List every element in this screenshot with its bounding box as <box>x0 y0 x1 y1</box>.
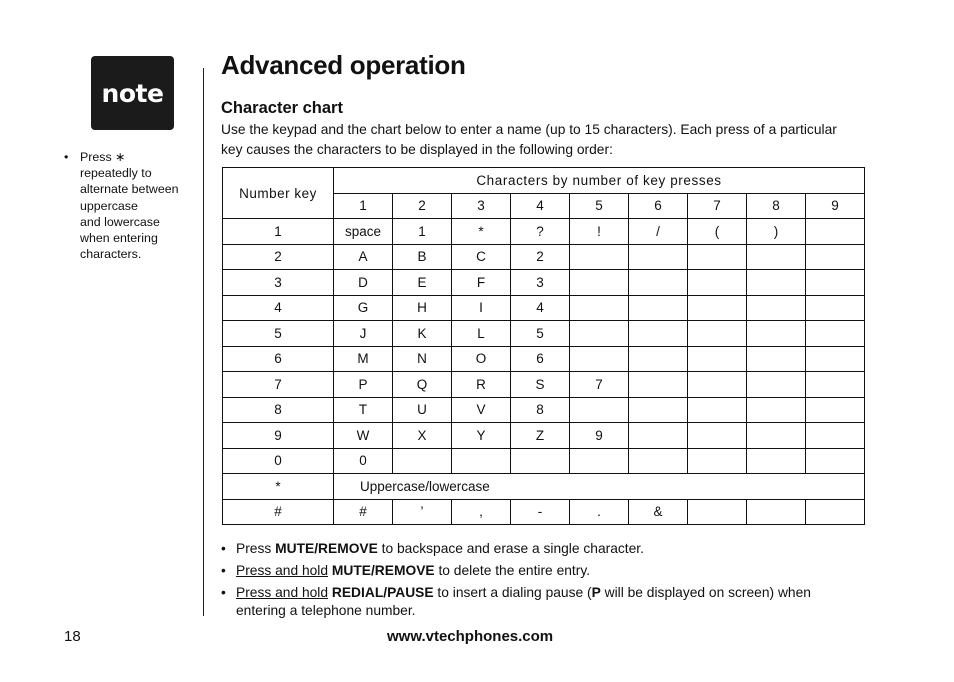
char-cell: ’ <box>393 499 452 525</box>
char-cell: K <box>393 321 452 347</box>
char-cell <box>806 346 865 372</box>
char-cell <box>806 321 865 347</box>
side-note-line: alternate between <box>80 182 179 197</box>
char-cell <box>688 244 747 270</box>
section-title: Character chart <box>221 99 343 117</box>
press-number: 9 <box>806 193 865 219</box>
char-cell: 0 <box>334 448 393 474</box>
char-cell <box>747 321 806 347</box>
press-and-hold: Press and hold <box>236 585 329 600</box>
char-cell <box>806 295 865 321</box>
char-cell <box>570 346 629 372</box>
char-cell: E <box>393 270 452 296</box>
char-cell: I <box>452 295 511 321</box>
char-cell <box>747 423 806 449</box>
char-cell: * <box>452 219 511 245</box>
key-name: P <box>591 585 601 600</box>
char-cell: 5 <box>511 321 570 347</box>
side-note-bullet: • <box>64 150 69 164</box>
char-cell <box>629 423 688 449</box>
chart-row <box>223 321 865 347</box>
char-cell <box>688 321 747 347</box>
press-number: 5 <box>570 193 629 219</box>
char-cell <box>570 295 629 321</box>
char-cell: 2 <box>511 244 570 270</box>
side-note-line: and lowercase <box>80 214 160 229</box>
char-cell <box>570 448 629 474</box>
char-cell: B <box>393 244 452 270</box>
intro-line: Use the keypad and the chart below to enter a name (up to 15 characters). Each press of a particular <box>221 122 837 137</box>
char-cell <box>747 270 806 296</box>
char-cell: - <box>511 499 570 525</box>
char-cell <box>747 372 806 398</box>
char-cell <box>570 270 629 296</box>
char-cell: D <box>334 270 393 296</box>
char-cell: Q <box>393 372 452 398</box>
instruction-text: to delete the entire entry. <box>434 563 591 578</box>
char-cell <box>688 372 747 398</box>
intro-paragraph <box>221 120 901 159</box>
chart-row-star <box>223 474 865 500</box>
chart-row <box>223 448 865 474</box>
key-cell: 6 <box>223 346 334 372</box>
char-cell <box>570 321 629 347</box>
side-note-line: uppercase <box>80 198 138 213</box>
press-number: 4 <box>511 193 570 219</box>
key-cell: 3 <box>223 270 334 296</box>
char-cell: 9 <box>570 423 629 449</box>
char-cell: / <box>629 219 688 245</box>
instruction-text: to backspace and erase a single character. <box>377 541 644 556</box>
char-cell: 7 <box>570 372 629 398</box>
char-cell: H <box>393 295 452 321</box>
char-cell: Y <box>452 423 511 449</box>
char-cell <box>629 321 688 347</box>
char-cell: 8 <box>511 397 570 423</box>
key-cell: 5 <box>223 321 334 347</box>
side-note-line: when entering <box>80 231 158 246</box>
char-cell: 6 <box>511 346 570 372</box>
char-cell <box>688 499 747 525</box>
side-note-line: characters. <box>80 247 142 262</box>
char-cell <box>806 448 865 474</box>
char-cell <box>629 346 688 372</box>
instruction-text: entering a telephone number. <box>236 603 416 618</box>
key-cell: * <box>223 474 334 500</box>
key-cell: 0 <box>223 448 334 474</box>
bullet: • <box>221 585 226 600</box>
key-cell: 4 <box>223 295 334 321</box>
key-cell: 8 <box>223 397 334 423</box>
char-cell: S <box>511 372 570 398</box>
press-number: 3 <box>452 193 511 219</box>
char-cell: N <box>393 346 452 372</box>
char-cell <box>688 270 747 296</box>
char-cell <box>570 244 629 270</box>
char-cell: P <box>334 372 393 398</box>
chart-row <box>223 346 865 372</box>
key-name: MUTE/REMOVE <box>275 541 378 556</box>
char-cell <box>806 244 865 270</box>
char-cell: V <box>452 397 511 423</box>
press-number: 6 <box>629 193 688 219</box>
char-cell: ! <box>570 219 629 245</box>
case-toggle-cell: Uppercase/lowercase <box>334 474 865 500</box>
char-cell <box>570 397 629 423</box>
character-chart-table <box>222 167 865 525</box>
char-cell <box>629 295 688 321</box>
column-divider <box>203 68 204 616</box>
char-cell <box>806 372 865 398</box>
intro-line: key causes the characters to be displayed in the following order: <box>221 141 613 157</box>
char-cell: 4 <box>511 295 570 321</box>
char-cell: . <box>570 499 629 525</box>
char-cell: F <box>452 270 511 296</box>
char-cell <box>629 244 688 270</box>
chart-body <box>223 168 865 525</box>
char-cell: U <box>393 397 452 423</box>
char-cell: ) <box>747 219 806 245</box>
key-name: REDIAL/PAUSE <box>331 585 434 600</box>
presses-header: Characters by number of key presses <box>334 168 865 194</box>
char-cell: C <box>452 244 511 270</box>
press-number: 1 <box>334 193 393 219</box>
side-note-line: repeatedly to <box>80 166 152 181</box>
char-cell: M <box>334 346 393 372</box>
char-cell <box>806 270 865 296</box>
key-cell: # <box>223 499 334 525</box>
char-cell: Z <box>511 423 570 449</box>
char-cell: J <box>334 321 393 347</box>
side-note-line: Press ∗ <box>80 150 126 164</box>
chart-row-hash <box>223 499 865 525</box>
char-cell <box>806 397 865 423</box>
char-cell <box>806 499 865 525</box>
side-note-text <box>80 149 200 262</box>
chart-row <box>223 423 865 449</box>
char-cell: ( <box>688 219 747 245</box>
char-cell: & <box>629 499 688 525</box>
char-cell: O <box>452 346 511 372</box>
press-number: 7 <box>688 193 747 219</box>
char-cell <box>747 244 806 270</box>
key-cell: 7 <box>223 372 334 398</box>
char-cell <box>747 499 806 525</box>
char-cell: T <box>334 397 393 423</box>
char-cell: ? <box>511 219 570 245</box>
char-cell <box>511 448 570 474</box>
chart-row <box>223 295 865 321</box>
instruction-text: Press <box>236 541 276 556</box>
key-cell: 9 <box>223 423 334 449</box>
char-cell <box>747 346 806 372</box>
char-cell <box>688 397 747 423</box>
instruction-item <box>221 540 891 558</box>
char-cell <box>629 397 688 423</box>
press-number: 2 <box>393 193 452 219</box>
note-badge <box>91 56 174 130</box>
char-cell <box>688 423 747 449</box>
page-title: Advanced operation <box>221 50 466 80</box>
chart-row <box>223 372 865 398</box>
char-cell <box>452 448 511 474</box>
char-cell <box>747 448 806 474</box>
char-cell <box>806 423 865 449</box>
instruction-text: will be displayed on screen) when <box>600 585 811 600</box>
char-cell: , <box>452 499 511 525</box>
bullet: • <box>221 563 226 578</box>
char-cell <box>747 295 806 321</box>
char-cell <box>806 219 865 245</box>
char-cell: X <box>393 423 452 449</box>
page-number: 18 <box>64 628 81 645</box>
instruction-item <box>221 562 891 580</box>
char-cell: 3 <box>511 270 570 296</box>
char-cell <box>629 372 688 398</box>
side-note <box>64 149 200 262</box>
key-cell: 2 <box>223 244 334 270</box>
instruction-text: to insert a dialing pause ( <box>433 585 592 600</box>
char-cell: 1 <box>393 219 452 245</box>
number-key-header: Number key <box>223 168 334 219</box>
key-cell: 1 <box>223 219 334 245</box>
char-cell: A <box>334 244 393 270</box>
char-cell <box>629 270 688 296</box>
chart-header-row <box>223 168 865 194</box>
char-cell <box>629 448 688 474</box>
press-and-hold: Press and hold <box>236 563 329 578</box>
char-cell <box>688 346 747 372</box>
footer-url: www.vtechphones.com <box>387 628 554 645</box>
char-cell: L <box>452 321 511 347</box>
bullet: • <box>221 541 226 556</box>
char-cell <box>747 397 806 423</box>
instruction-item <box>221 584 891 620</box>
char-cell: W <box>334 423 393 449</box>
key-name: MUTE/REMOVE <box>331 563 435 578</box>
char-cell: G <box>334 295 393 321</box>
char-cell <box>688 448 747 474</box>
char-cell: R <box>452 372 511 398</box>
char-cell: space <box>334 219 393 245</box>
char-cell <box>393 448 452 474</box>
instructions-list <box>221 540 891 624</box>
chart-row <box>223 397 865 423</box>
note-badge-label: note <box>101 78 164 108</box>
chart-row <box>223 244 865 270</box>
char-cell: # <box>334 499 393 525</box>
char-cell <box>688 295 747 321</box>
chart-row <box>223 270 865 296</box>
chart-row <box>223 219 865 245</box>
press-number: 8 <box>747 193 806 219</box>
